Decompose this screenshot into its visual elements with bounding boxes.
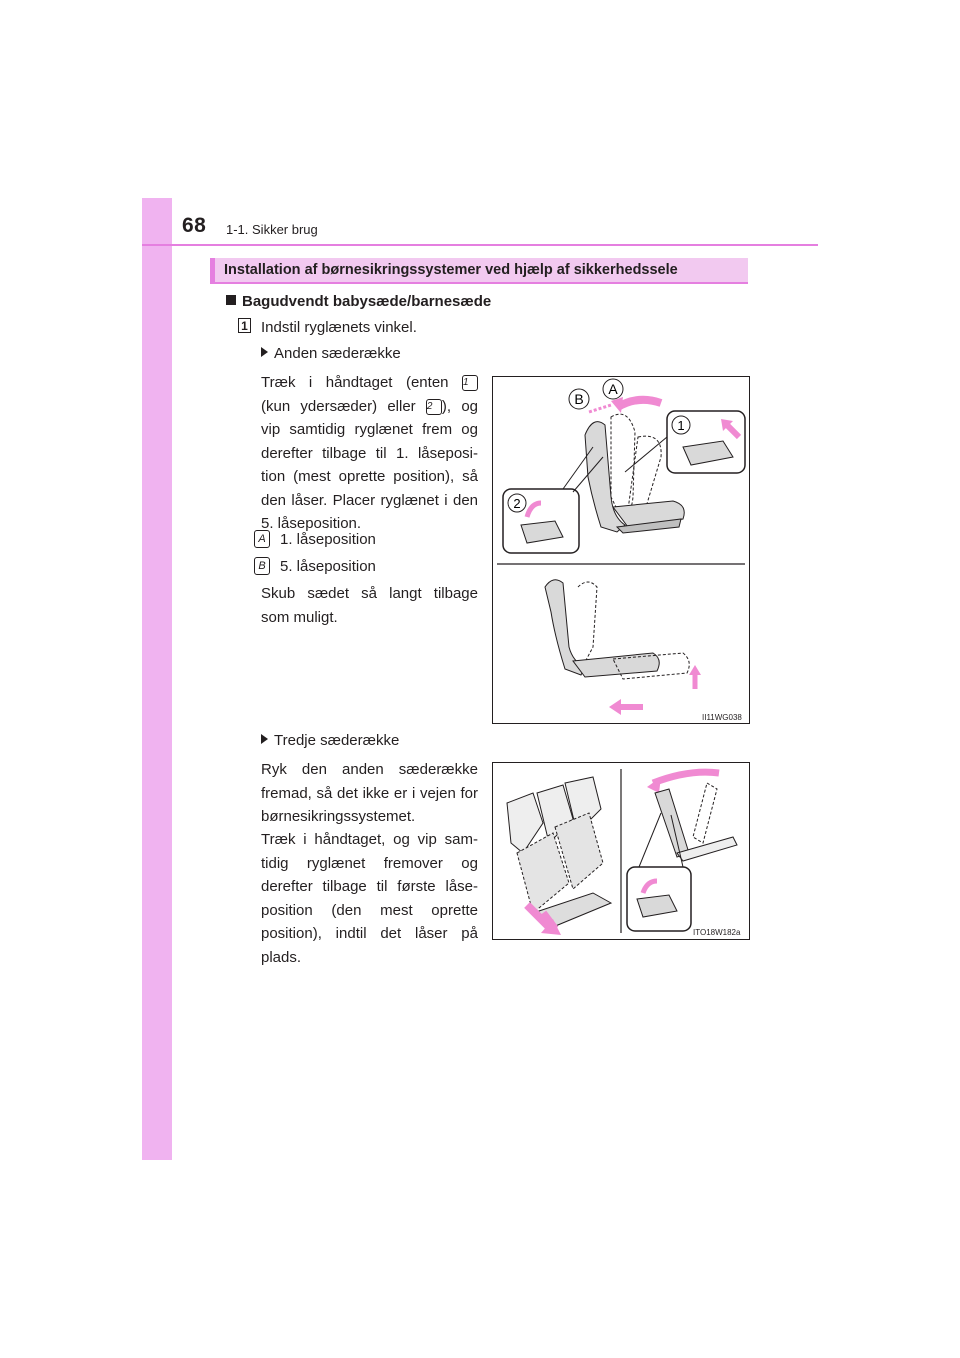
legend-b-text: 5. låseposition	[280, 558, 376, 575]
figure-1-id: II11WG038	[702, 713, 742, 722]
label-1: 1	[677, 418, 685, 433]
figure-2-id: ITO18W182a	[693, 928, 741, 937]
chapter-title: 1-1. Sikker brug	[226, 222, 318, 237]
label-a: A	[608, 381, 618, 397]
third-row-illustration	[493, 763, 749, 939]
subsection-title: Bagudvendt babysæde/barnesæde	[242, 293, 492, 310]
para-line-1-text: Træk i håndtaget (enten	[261, 374, 449, 391]
third-row-heading	[261, 729, 399, 752]
label-2: 2	[513, 496, 521, 511]
para-line-2-pre: (kun ydersæder) eller	[261, 397, 416, 415]
callout-2: 2	[426, 399, 442, 415]
third-row-para-2: Træk i håndtaget, og vip sam-tidig ryglænet fremover og derefter tilbage til første låse-position (den mest oprette position), indtil det låser på plads.	[261, 831, 478, 966]
legend-b-label: B	[254, 557, 270, 575]
second-row-heading	[261, 342, 401, 365]
figure-third-row-seat	[492, 762, 750, 940]
square-bullet-icon	[226, 295, 236, 305]
header-rule	[142, 244, 818, 246]
second-row-paragraph	[261, 371, 478, 536]
second-row-heading-text: Anden sæderække	[274, 345, 401, 362]
para-rest: vip samtidig ryglænet frem og derefter tilbage til 1. låseposi-tion (mest oprette position), så den låser. Placer ryglænet i den 5. låseposition.	[261, 421, 478, 532]
callout-1: 1	[462, 375, 478, 391]
legend-a-label: A	[254, 530, 270, 548]
after-legend-text: Skub sædet så langt tilbage som muligt.	[261, 585, 478, 626]
section-title: Installation af børnesikringssystemer ved hjælp af sikkerhedssele	[224, 262, 678, 278]
label-b: B	[574, 391, 584, 407]
page-number: 68	[182, 214, 207, 237]
step-number-box: 1	[238, 318, 251, 333]
section-heading-bar	[210, 258, 748, 284]
third-row-para-1: Ryk den anden sæderække fremad, så det ikke er i vejen for børnesikringssystemet.	[261, 761, 478, 825]
triangle-bullet-icon	[261, 734, 268, 744]
step-text: Indstil ryglænets vinkel.	[261, 319, 417, 336]
section-accent	[210, 258, 215, 284]
chapter-side-tab	[142, 198, 172, 1160]
para-line-2	[261, 395, 478, 419]
legend-a-text: 1. låseposition	[280, 531, 376, 548]
figure-second-row-seat	[492, 376, 750, 724]
triangle-bullet-icon	[261, 347, 268, 357]
para-line-1	[261, 371, 478, 395]
subsection-heading	[226, 290, 491, 313]
third-row-heading-text: Tredje sæderække	[274, 732, 400, 749]
seat-recline-illustration	[493, 377, 749, 723]
para-line-2-post: ), og	[441, 397, 478, 415]
